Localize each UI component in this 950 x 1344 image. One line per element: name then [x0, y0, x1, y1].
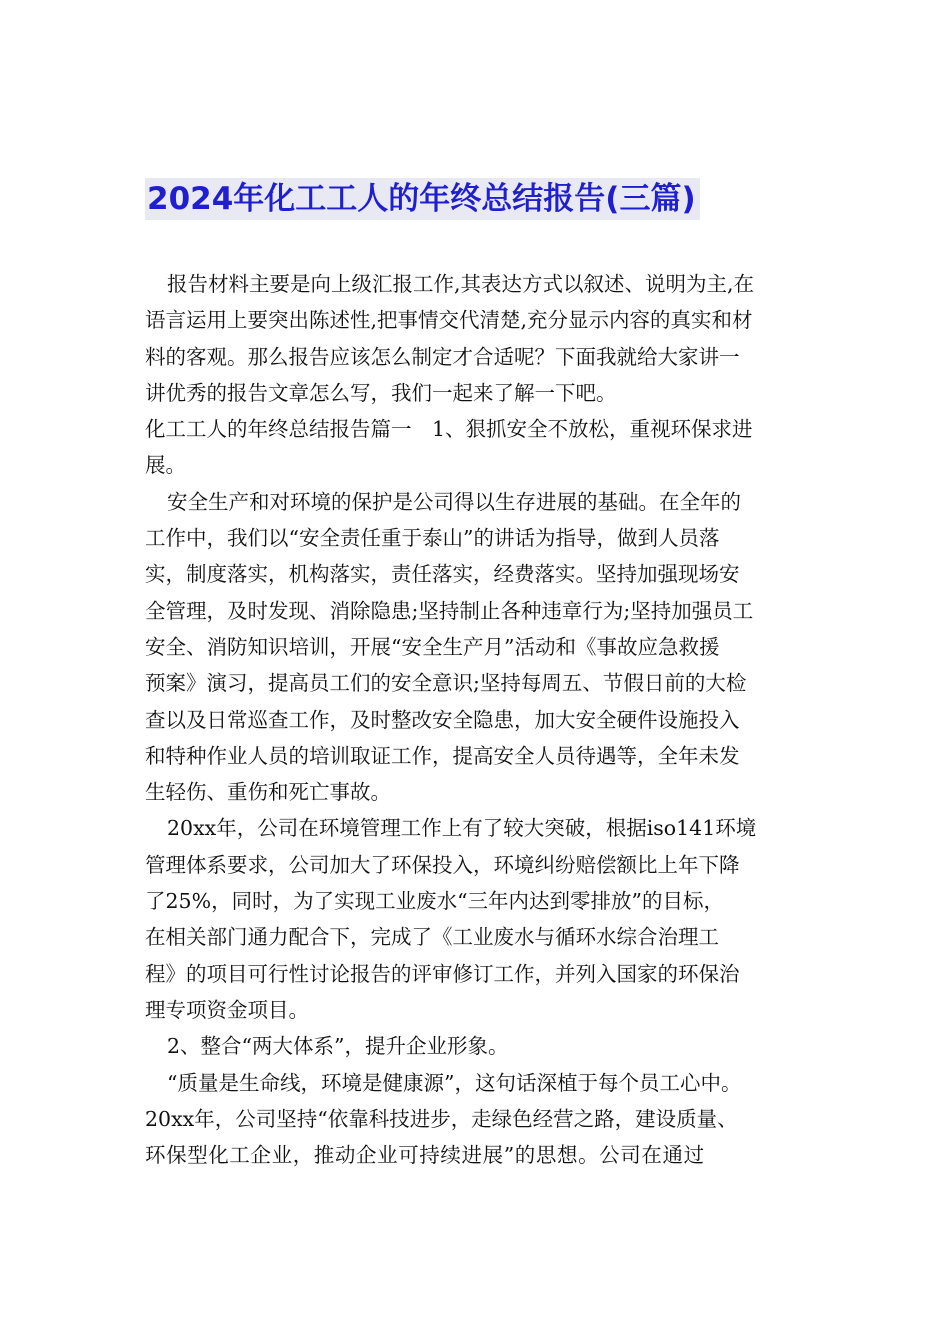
- body-line: 20xx年，公司在环境管理工作上有了较大突破，根据iso141环境: [167, 816, 757, 841]
- body-line: 全管理，及时发现、消除隐患;坚持制止各种违章行为;坚持加强员工: [145, 598, 754, 623]
- document-body: [145, 266, 815, 1173]
- body-line: 20xx年，公司坚持“依靠科技进步，走绿色经营之路，建设质量、: [145, 1106, 738, 1131]
- body-line: 安全、消防知识培训，开展“安全生产月”活动和《事故应急救援: [145, 634, 720, 659]
- body-line: 语言运用上要突出陈述性,把事情交代清楚,充分显示内容的真实和材: [145, 308, 753, 333]
- body-line: 理专项资金项目。: [145, 997, 309, 1022]
- body-line: 程》的项目可行性讨论报告的评审修订工作，并列入国家的环保治: [145, 961, 740, 986]
- body-line: 料的客观。那么报告应该怎么制定才合适呢？下面我就给大家讲一: [145, 344, 740, 369]
- subsection-heading-line: 2、整合“两大体系”，提升企业形象。: [167, 1034, 509, 1059]
- body-line: 安全生产和对环境的保护是公司得以生存进展的基础。在全年的: [167, 489, 741, 514]
- body-line: “质量是生命线，环境是健康源”，这句话深植于每个员工心中。: [167, 1070, 742, 1095]
- body-line: 生轻伤、重伤和死亡事故。: [145, 780, 391, 805]
- document-title: 2024年化工工人的年终总结报告(三篇): [145, 178, 700, 220]
- body-line: 在相关部门通力配合下，完成了《工业废水与循环水综合治理工: [145, 925, 719, 950]
- body-line: 环保型化工企业，推动企业可持续进展”的思想。公司在通过: [145, 1143, 705, 1168]
- body-line: 讲优秀的报告文章怎么写，我们一起来了解一下吧。: [145, 380, 617, 405]
- body-line: 查以及日常巡查工作，及时整改安全隐患，加大安全硬件设施投入: [145, 707, 740, 732]
- body-line: 报告材料主要是向上级汇报工作,其表达方式以叙述、说明为主,在: [167, 272, 755, 296]
- body-line: 实，制度落实，机构落实，责任落实，经费落实。坚持加强现场安: [145, 562, 740, 587]
- section-heading-line: 化工工人的年终总结报告篇一 1、狠抓安全不放松，重视环保求进: [145, 417, 753, 442]
- body-line: 和特种作业人员的培训取证工作，提高安全人员待遇等，全年未发: [145, 743, 740, 768]
- body-line: 预案》演习，提高员工们的安全意识;坚持每周五、节假日前的大检: [145, 671, 747, 696]
- body-line: 管理体系要求，公司加大了环保投入，环境纠纷赔偿额比上年下降: [145, 852, 740, 877]
- body-line: 了25%，同时，为了实现工业废水“三年内达到零排放”的目标，: [145, 889, 725, 914]
- body-line: 展。: [145, 453, 186, 478]
- body-line: 工作中，我们以“安全责任重于泰山”的讲话为指导，做到人员落: [145, 526, 720, 551]
